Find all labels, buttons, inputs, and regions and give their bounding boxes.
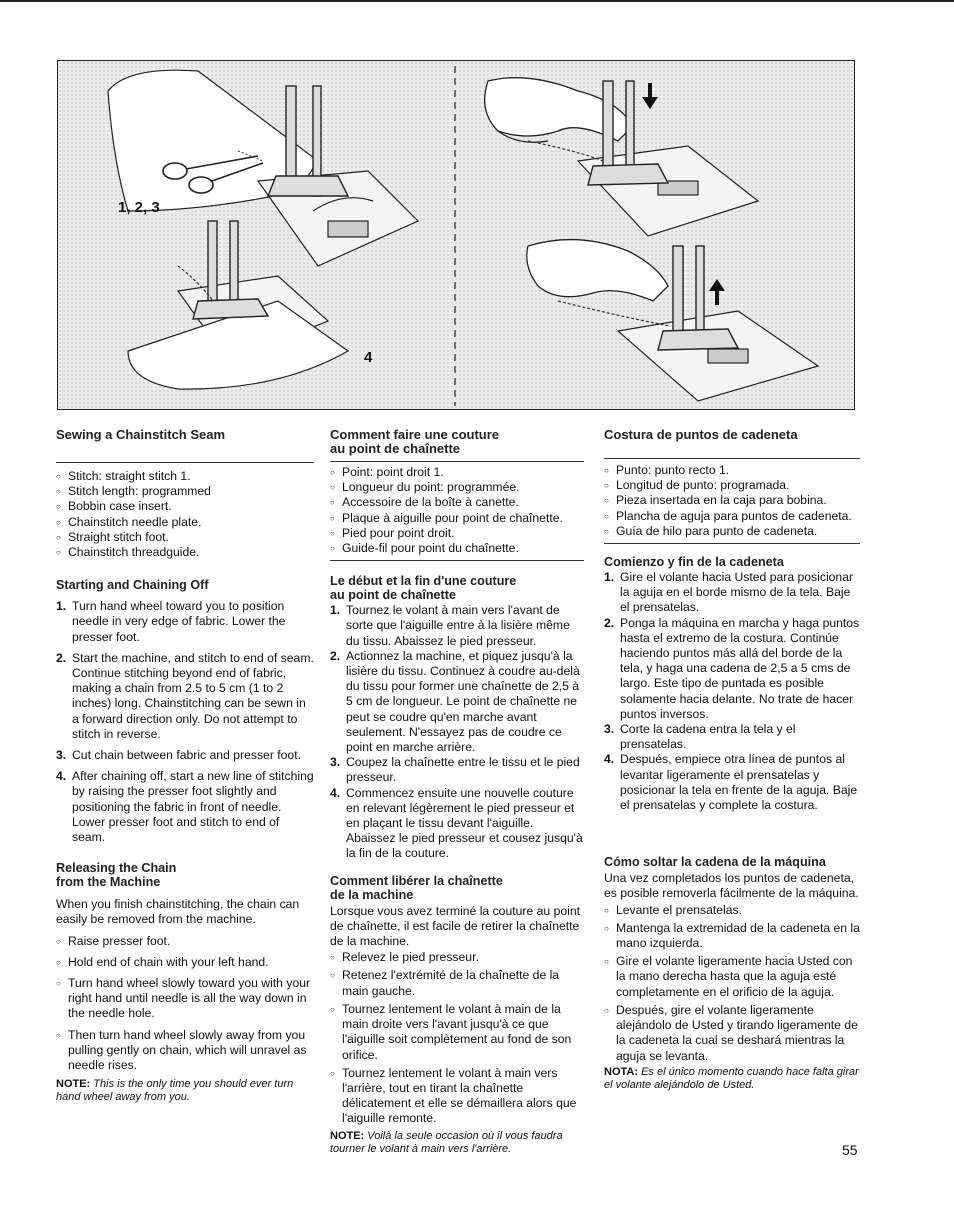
section-title: Costura de puntos de cadeneta: [604, 428, 860, 459]
list-item: ○ Mantenga la extremidad de la cadeneta en la mano izquierda.: [604, 921, 860, 951]
list-item: ○ Pieza insertada en la caja para bobina.: [604, 493, 860, 508]
list-item: ○ Point: point droit 1.: [330, 465, 584, 480]
release-list: [56, 934, 314, 1074]
page-number: 55: [842, 1142, 858, 1158]
list-item: ○ Then turn hand wheel slowly away from you pulling gently on chain, which will unravel as needle rises.: [56, 1028, 314, 1074]
step-item: 4. Commencez ensuite une nouvelle couture en relevant légèrement le pied presseur et en plaçant le tissu devant l'aiguille. Abaissez le pied presseur et cousez jusqu'à la fin de la couture.: [330, 785, 583, 861]
step-item: 2. Actionnez la machine, et piquez jusqu'à la lisière du tissu. Continuez à coudre au-delà du tissu pour former une chaînette de 2,5 à 5 cm de longueur. Le point de chaînette ne peut se coudre qu'en marche avant seulement. N'essayez pas de coudre ce point en marche arrière.: [330, 648, 580, 755]
paragraph: When you finish chainstitching, the chain can easily be removed from the machine.: [56, 897, 300, 927]
list-item: ○ Stitch length: programmed: [56, 484, 314, 499]
list-item: ○ Chainstitch needle plate.: [56, 515, 314, 530]
sewing-illustration: [58, 61, 855, 410]
list-item: ○ Tournez lentement le volant à main de la main droite vers l'avant jusqu'à ce que l'aiguille soit complètement au fond de son orifice.: [330, 1002, 584, 1063]
list-item: ○ Stitch: straight stitch 1.: [56, 469, 314, 484]
figure-label-steps-1-2-3: 1, 2, 3: [118, 199, 160, 216]
column-english: [56, 428, 314, 1104]
list-item: ○ Levante el prensatelas.: [604, 903, 860, 918]
steps-list: [330, 603, 584, 861]
step-item: 1. Gire el volante hacia Usted para posicionar la aguja en el borde mismo de la tela. Baje el prensatelas.: [604, 570, 854, 615]
list-item: ○ Turn hand wheel slowly toward you with your right hand until needle is all the way down in the needle hole.: [56, 976, 314, 1022]
sub-heading: Cómo soltar la cadena de la máquina: [604, 855, 826, 870]
list-item: ○ Straight stitch foot.: [56, 530, 314, 545]
column-french: [330, 428, 584, 1156]
step-item: 3. Cut chain between fabric and presser foot.: [56, 748, 301, 763]
step-item: 3. Coupez la chaînette entre le tissu et le pied presseur.: [330, 755, 580, 785]
step-item: 1. Turn hand wheel toward you to position needle in very edge of fabric. Lower the presser foot.: [56, 599, 286, 644]
step-item: 4. Después, empiece otra línea de puntos al levantar ligeramente el prensatelas y posicionar la tela en frente de la aguja. Baje el prensatelas y complete la costura.: [604, 752, 858, 813]
list-item: ○ Plancha de aguja para puntos de cadeneta.: [604, 509, 860, 524]
illustration-panel: [57, 60, 855, 410]
list-item: ○ Longueur du point: programmée.: [330, 480, 584, 495]
section-title: Comment faire une couture au point de chaînette: [330, 428, 584, 462]
note: NOTE: This is the only time you should ever turn hand wheel away from you.: [56, 1078, 294, 1104]
section-title: Sewing a Chainstitch Seam: [56, 428, 314, 463]
step-item: 1. Tournez le volant à main vers l'avant de sorte que l'aiguille entre à la lisière même du tissu. Abaissez le pied presseur.: [330, 603, 570, 648]
list-item: ○ Chainstitch threadguide.: [56, 545, 314, 560]
sub-heading: Le début et la fin d'une couture au point de chaînette: [330, 574, 517, 603]
list-item: ○ Después, gire el volante ligeramente alejándolo de Usted y tirando ligeramente de la cadeneta la cual se deshará mientras la aguja se levanta.: [604, 1003, 860, 1064]
sub-heading: Comienzo y fin de la cadeneta: [604, 555, 784, 570]
list-item: ○ Gire el volante ligeramente hacia Usted con la mano derecha hasta que la aguja esté completamente en el orificio de la aguja.: [604, 954, 860, 1000]
step-item: 3. Corte la cadena entra la tela y el prensatelas.: [604, 722, 796, 752]
spec-list: [56, 469, 314, 560]
list-item: ○ Pied pour point droit.: [330, 526, 584, 541]
list-item: ○ Hold end of chain with your left hand.: [56, 955, 314, 970]
top-rule: [0, 0, 954, 2]
spec-list: [330, 465, 584, 561]
paragraph: Una vez completados los puntos de cadeneta, es posible removerla fácilmente de la máquina.: [604, 871, 859, 901]
step-item: 4. After chaining off, start a new line of stitching by raising the presser foot slightly and positioning the fabric in front of needle. Lower presser foot and stitch to end of seam.: [56, 769, 314, 845]
list-item: ○ Guía de hilo para punto de cadeneta.: [604, 524, 860, 539]
spec-list: [604, 463, 860, 544]
list-item: ○ Tournez lentement le volant à main vers l'arrière, tout en tirant la chaînette délicatement et elle se démaillera alors que l'aiguille remonte.: [330, 1066, 584, 1127]
sub-heading: Comment libérer la chaînette de la machine: [330, 873, 503, 902]
list-item: ○ Relevez le pied presseur.: [330, 950, 584, 965]
sub-heading: Releasing the Chain from the Machine: [56, 861, 177, 890]
release-list: [330, 950, 584, 1126]
list-item: ○ Accessoire de la boîte à canette.: [330, 495, 584, 510]
list-item: ○ Longitud de punto: programada.: [604, 478, 860, 493]
step-item: 2. Ponga la máquina en marcha y haga puntos hasta el extremo de la costura. Continúe haciendo puntos más allá del borde de la tela, y haga una cadena de 2,5 a 5 cms de largo. Este tipo de puntada es posible solamente hacia delante. No trate de hacer puntos inversos.: [604, 615, 860, 721]
list-item: ○ Punto: punto recto 1.: [604, 463, 860, 478]
steps-list: [56, 599, 314, 845]
list-item: ○ Guide-fil pour point du chaînette.: [330, 541, 584, 556]
column-spanish: [604, 428, 860, 1092]
step-item: 2. Start the machine, and stitch to end of seam. Continue stitching beyond end of fabric, making a chain from 2.5 to 5 cm (1 to 2 inches) long. Chainstitching can be sewn in a forward direction only. Do not attempt to stitch in reverse.: [56, 650, 314, 741]
list-item: ○ Bobbin case insert.: [56, 499, 314, 514]
list-item: ○ Plaque à aiguille pour point de chaînette.: [330, 511, 584, 526]
figure-label-step-4: 4: [364, 349, 373, 366]
steps-list: [604, 570, 860, 813]
note: NOTA: Es el único momento cuando hace falta girar el volante alejándolo de Usted.: [604, 1065, 859, 1091]
list-item: ○ Raise presser foot.: [56, 934, 314, 949]
paragraph: Lorsque vous avez terminé la couture au point de chaînette, il est facile de retirer la chaînette de la machine.: [330, 903, 580, 949]
sub-heading: Starting and Chaining Off: [56, 578, 209, 593]
release-list: [604, 903, 860, 1064]
note: NOTE: Voilà la seule occasion où il vous faudra tourner le volant à main vers l'arrière.: [330, 1129, 563, 1155]
list-item: ○ Retenez l'extrémité de la chaînette de la main gauche.: [330, 968, 584, 998]
